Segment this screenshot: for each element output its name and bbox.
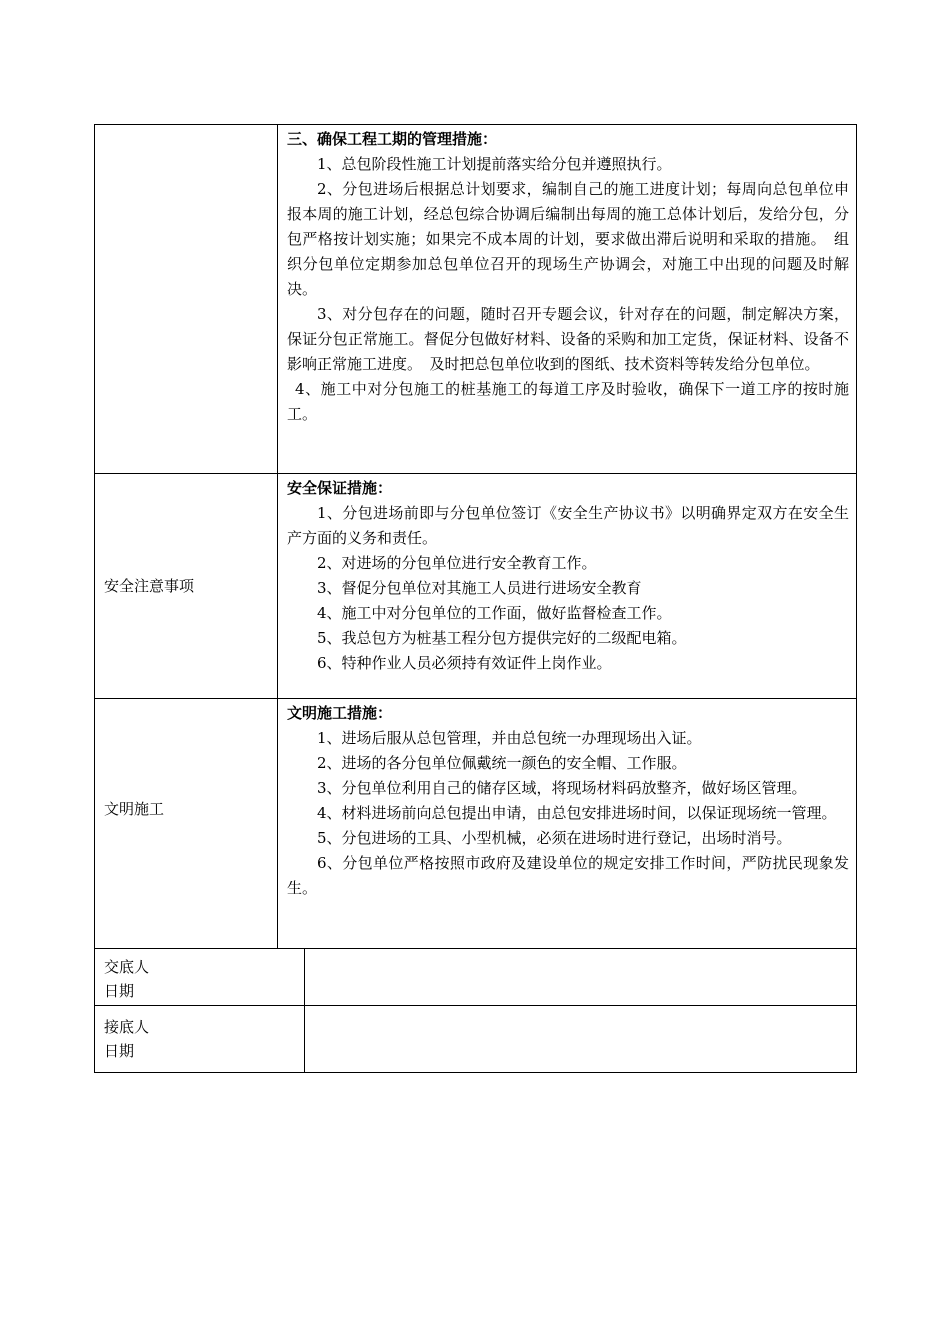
civilized-item: 4、材料进场前向总包提出申请，由总包安排进场时间，以保证现场统一管理。 — [317, 804, 837, 822]
civilized-item: 6、分包单位严格按照市政府及建设单位的规定安排工作时间，严防扰民现象发生。 — [287, 854, 849, 897]
safety-item: 3、督促分包单位对其施工人员进行进场安全教育 — [317, 579, 642, 597]
receiver-labels — [104, 1015, 149, 1063]
receiver-signature-field[interactable] — [306, 1007, 855, 1071]
schedule-item: 4、施工中对分包施工的桩基施工的每道工序及时验收，确保下一道工序的按时施工。 — [287, 380, 849, 423]
row-divider — [94, 698, 857, 699]
row-label-safety: 安全注意事项 — [104, 577, 195, 595]
row-divider — [94, 948, 857, 949]
handover-signature-field[interactable] — [306, 950, 855, 1004]
civilized-item: 1、进场后服从总包管理，并由总包统一办理现场出入证。 — [317, 729, 702, 747]
receiver-person-label: 接底人 — [104, 1018, 150, 1036]
schedule-measures — [287, 127, 849, 427]
receiver-date-label: 日期 — [104, 1042, 135, 1060]
schedule-heading: 三、确保工程工期的管理措施： — [287, 130, 498, 148]
row-divider — [94, 473, 857, 474]
safety-heading: 安全保证措施： — [287, 479, 393, 497]
handover-date-label: 日期 — [104, 982, 135, 1000]
safety-item: 5、我总包方为桩基工程分包方提供完好的二级配电箱。 — [317, 629, 687, 647]
schedule-item: 2、分包进场后根据总计划要求，编制自己的施工进度计划；每周向总包单位申报本周的施工计划，经总包综合协调后编制出每周的施工总体计划后，发给分包，分包严格按计划实施；如果完不成本周的计划，要求做出滞后说明和采取的措施。 组织分包单位定期参加总包单位召开的现场生产协调会，对施工中出现的问题及时解决。 — [287, 180, 849, 298]
safety-item: 1、分包进场前即与分包单位签订《安全生产协议书》以明确界定双方在安全生产方面的义务和责任。 — [287, 504, 849, 547]
handover-person-label: 交底人 — [104, 958, 150, 976]
safety-measures — [287, 476, 849, 676]
row-divider — [94, 1005, 857, 1006]
row-label-civilized: 文明施工 — [104, 800, 165, 818]
safety-item: 2、对进场的分包单位进行安全教育工作。 — [317, 554, 597, 572]
safety-item: 4、施工中对分包单位的工作面，做好监督检查工作。 — [317, 604, 672, 622]
safety-item: 6、特种作业人员必须持有效证件上岗作业。 — [317, 654, 612, 672]
civilized-item: 5、分包进场的工具、小型机械，必须在进场时进行登记，出场时消号。 — [317, 829, 792, 847]
civilized-item: 3、分包单位利用自己的储存区域，将现场材料码放整齐，做好场区管理。 — [317, 779, 807, 797]
civilized-heading: 文明施工措施： — [287, 704, 393, 722]
schedule-item: 1、总包阶段性施工计划提前落实给分包并遵照执行。 — [317, 155, 672, 173]
column-divider — [277, 124, 278, 949]
handover-labels — [104, 955, 149, 1003]
column-divider — [304, 948, 305, 1073]
schedule-item: 3、对分包存在的问题，随时召开专题会议，针对存在的问题，制定解决方案，保证分包正常施工。督促分包做好材料、设备的采购和加工定货，保证材料、设备不影响正常施工进度。 及时把总包单位收到的图纸、技术资料等转发给分包单位。 — [287, 305, 849, 373]
civilized-item: 2、进场的各分包单位佩戴统一颜色的安全帽、工作服。 — [317, 754, 687, 772]
civilized-measures — [287, 701, 849, 901]
